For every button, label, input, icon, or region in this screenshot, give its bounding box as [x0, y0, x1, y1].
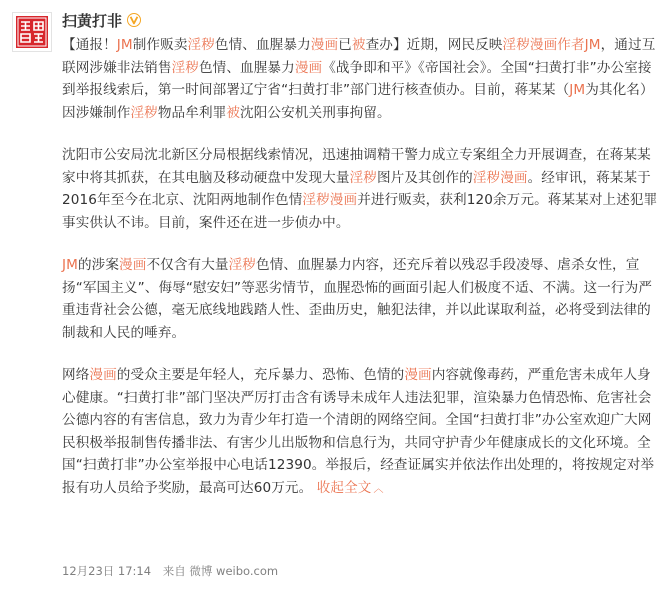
post-paragraph	[62, 364, 658, 501]
post-text: 的涉案	[77, 257, 120, 273]
keyword-highlight: 漫画	[119, 257, 147, 273]
account-name[interactable]: 扫黄打非	[62, 11, 123, 30]
keyword-highlight: 漫画	[294, 59, 323, 76]
post-text: 为其化名）因涉嫌制作	[62, 82, 654, 121]
post-text: 查办】近期，网民反映	[365, 37, 503, 53]
post-text: 沈阳市公安局沈北新区分局根据线索情况，迅速抽调精干警力成立专案组全力开展调查，在蒋某某家中将其抓获，在其电脑及移动硬盘中发现大量	[62, 147, 651, 186]
keyword-highlight: 淫秽	[171, 59, 199, 76]
keyword-highlight: 漫画	[89, 367, 117, 383]
post-text: 制作贩卖	[132, 37, 188, 53]
post-text: 并进行贩卖，获利120余万元。蒋某某对上述犯罪事实供认不讳。目前，案件还在进一步侦办中。	[62, 192, 658, 231]
post-paragraph	[62, 144, 658, 234]
account-header	[62, 10, 141, 30]
post-source: 来自 微博 weibo.com	[162, 564, 279, 578]
post-text: ，通过互联网涉嫌非法销售	[62, 37, 656, 76]
post-text: 网络	[62, 367, 90, 383]
post-text: 的受众主要是年轻人，充斥暴力、恐怖、色情的	[116, 367, 405, 383]
collapse-full-text-link[interactable]	[317, 480, 384, 496]
post-text: 不仅含有大量	[146, 257, 229, 273]
post-text: 沈阳公安机关刑事拘留。	[240, 104, 391, 121]
post-text: 。经审讯，蒋某某于2016年至今在北京、沈阳两地制作色情	[62, 169, 651, 208]
post-text: 色情、血腥暴力	[198, 59, 295, 76]
keyword-highlight: 淫秽	[349, 169, 377, 186]
keyword-highlight: 漫画	[310, 37, 339, 53]
keyword-highlight: JM	[116, 37, 133, 53]
chevron-up-icon: ︿	[373, 483, 384, 495]
collapse-label: 收起全文	[316, 479, 372, 496]
keyword-highlight: 淫秽漫画作者JM	[502, 37, 601, 53]
post-content	[62, 34, 658, 501]
post-text: 【通报！	[62, 37, 117, 53]
keyword-highlight: 被	[226, 104, 241, 121]
keyword-highlight: 漫画	[404, 367, 432, 383]
post-text: 色情、血腥暴力	[214, 37, 311, 53]
keyword-highlight: 被	[351, 37, 366, 53]
keyword-highlight: 淫秽漫画	[472, 169, 528, 186]
post-text: 色情、血腥暴力内容，还充斥着以残忍手段凌辱、虐杀女性，宣扬“军国主义”、侮辱“慰安妇”等恶劣情节，血腥恐怖的画面引起人们极度不适、不满。这一行为严重违背社会公德，毫无底线地践踏人性、歪曲历史，触犯法律，并以此谋取利益，必将受到法律的制裁和人民的唾弃。	[62, 257, 653, 341]
post-text: 《战争即和平》《帝国社会》。全国“扫黄打非”办公室接到举报线索后，第一时间部署辽宁省“扫黄打非”部门进行核查侦办。目前，蒋某某（	[62, 59, 652, 98]
post-paragraph	[62, 254, 658, 344]
post-footer	[62, 563, 278, 579]
keyword-highlight: JM	[569, 82, 586, 98]
keyword-highlight: 淫秽	[228, 257, 256, 273]
post-text: 内容就像毒药，严重危害未成年人身心健康。“扫黄打非”部门坚决严厉打击含有诱导未成年人违法犯罪，渲染暴力色情恐怖、危害社会公德内容的有害信息，致力为青少年打造一个清朗的网络空间。全国“扫黄打非”办公室欢迎广大网民积极举报制售传播非法、有害少儿出版物和信息行为，共同守护青少年健康成长的文化环境。全国“扫黄打非”办公室举报中心电话12390。举报后，经查证属实并依法作出处理的，将按规定对举报有功人员给予奖励，最高可达60万元。	[62, 367, 655, 496]
post-text: 已	[338, 37, 352, 53]
post-text: 物品牟利罪	[157, 104, 227, 121]
seal-logo-icon	[13, 13, 51, 51]
keyword-highlight: JM	[62, 257, 78, 273]
keyword-highlight: 淫秽	[130, 104, 158, 121]
keyword-highlight: 淫秽漫画	[302, 192, 358, 208]
keyword-highlight: 淫秽	[187, 37, 215, 53]
avatar[interactable]	[12, 12, 52, 52]
post-text: 图片及其创作的	[376, 169, 473, 186]
post-paragraph	[62, 34, 658, 124]
verified-badge-icon	[127, 13, 141, 27]
post-timestamp[interactable]: 12月23日 17:14	[62, 564, 152, 578]
